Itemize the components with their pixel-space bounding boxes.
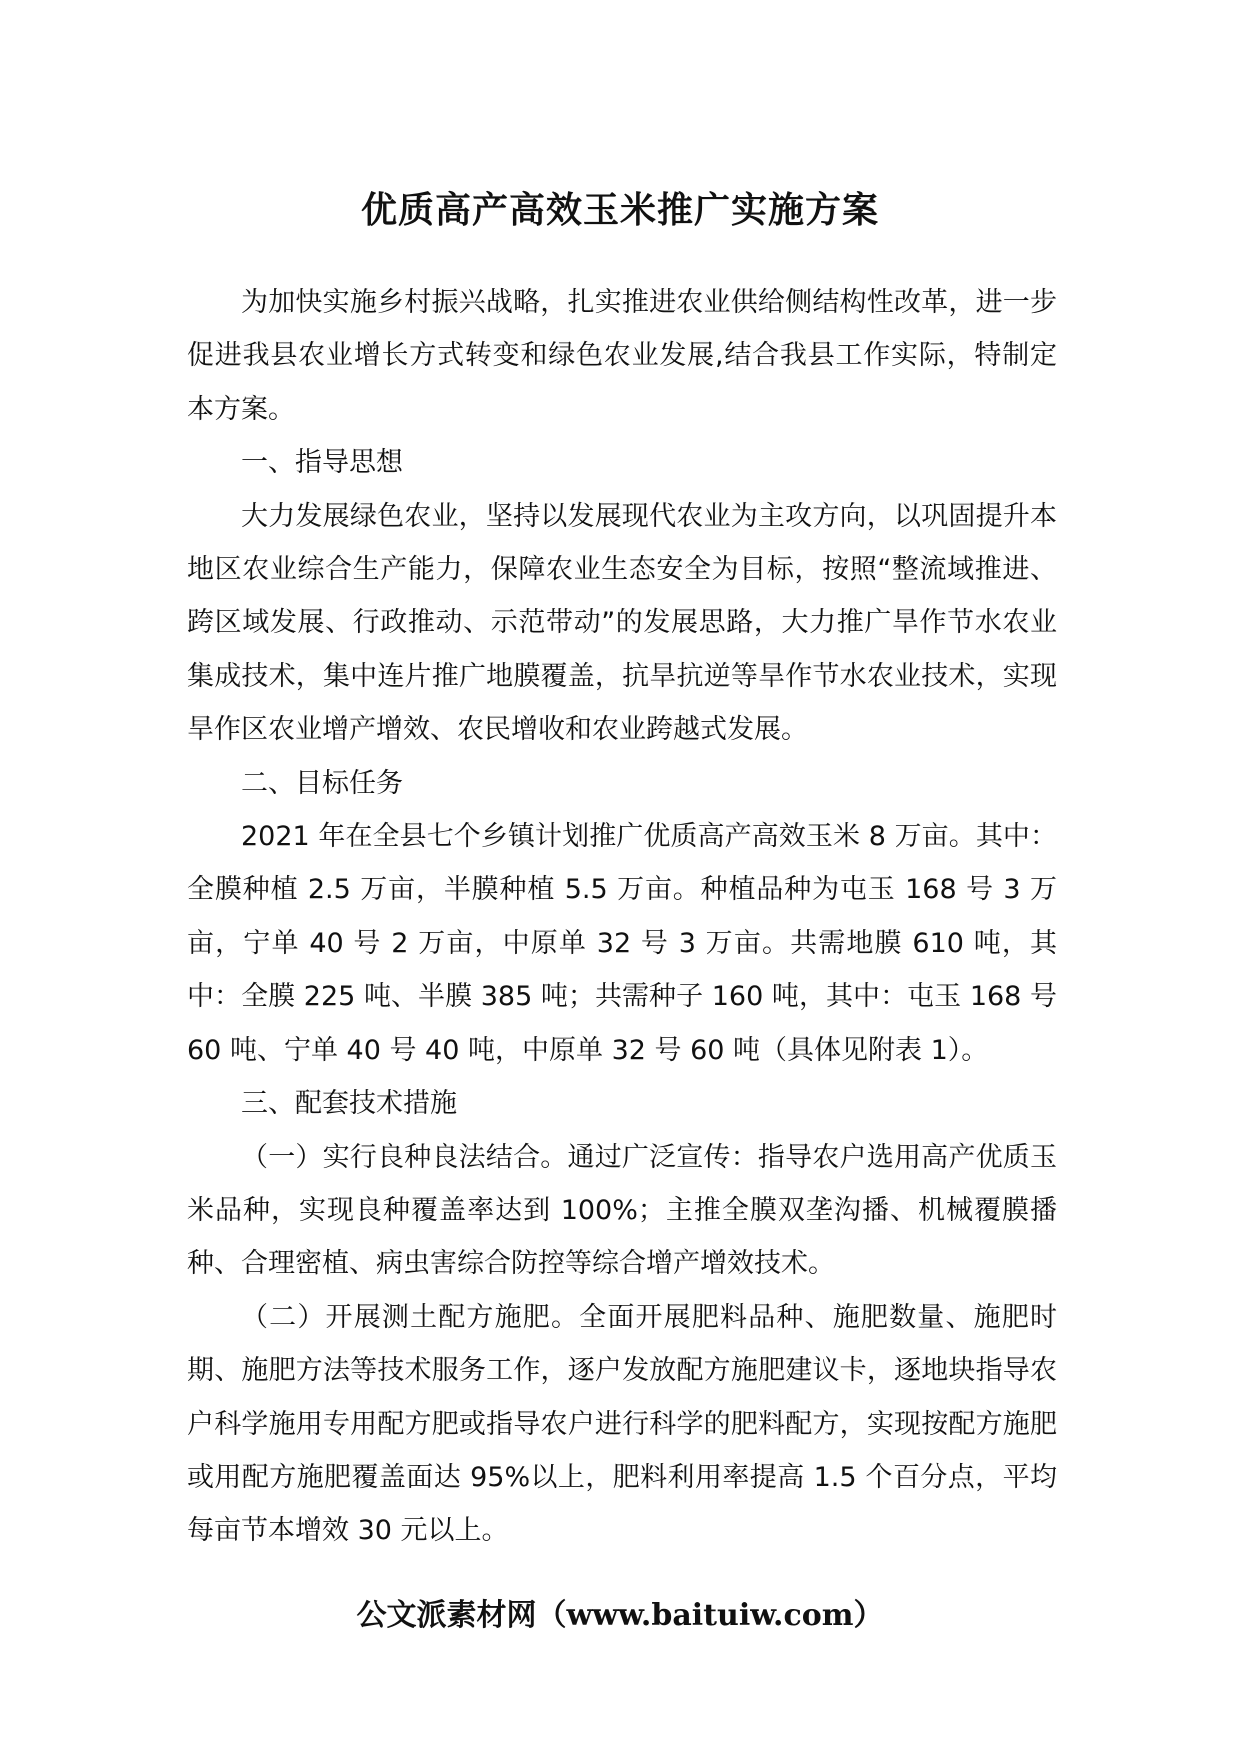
section-heading-targets: 二、目标任务 xyxy=(241,767,403,799)
document-title: 优质高产高效玉米推广实施方案 xyxy=(360,189,879,231)
document-body xyxy=(187,276,1057,1558)
intro-paragraph: 为加快实施乡村振兴战略，扎实推进农业供给侧结构性改革，进一步促进我县农业增长方式转变和绿色农业发展,结合我县工作实际，特制定本方案。 xyxy=(187,287,1057,425)
measure-seed-paragraph: （一）实行良种良法结合。通过广泛宣传：指导农户选用高产优质玉米品种，实现良种覆盖率达到 100%；主推全膜双垄沟播、机械覆膜播种、合理密植、病虫害综合防控等综合增产增效技术。 xyxy=(187,1141,1057,1280)
footer-watermark: 公文派素材网（www.baituiw.com） xyxy=(356,1598,884,1633)
section-heading-measures: 三、配套技术措施 xyxy=(241,1088,457,1120)
measure-fertilizer-paragraph: （二）开展测土配方施肥。全面开展肥料品种、施肥数量、施肥时期、施肥方法等技术服务工作，逐户发放配方施肥建议卡，逐地块指导农户科学施用专用配方肥或指导农户进行科学的肥料配方，实现按配方施肥或用配方施肥覆盖面达 95%以上，肥料利用率提高 1.5 个百分点，平均每亩节本增效 30 元以上。 xyxy=(187,1301,1057,1547)
section-heading-guiding-ideology: 一、指导思想 xyxy=(241,447,403,479)
guiding-ideology-paragraph: 大力发展绿色农业，坚持以发展现代农业为主攻方向，以巩固提升本地区农业综合生产能力，保障农业生态安全为目标，按照“整流域推进、跨区域发展、行政推动、示范带动”的发展思路，大力推广旱作节水农业集成技术，集中连片推广地膜覆盖，抗旱抗逆等旱作节水农业技术，实现旱作区农业增产增效、农民增收和农业跨越式发展。 xyxy=(187,500,1057,746)
targets-paragraph: 2021 年在全县七个乡镇计划推广优质高产高效玉米 8 万亩。其中：全膜种植 2.5 万亩，半膜种植 5.5 万亩。种植品种为屯玉 168 号 3 万亩，宁单 40 号 2 万亩，中原单 32 号 3 万亩。共需地膜 610 吨，其中：全膜 225 吨、半膜 385 吨；共需种子 160 吨，其中：屯玉 168 号 60 吨、宁单 40 号 40 吨，中原单 32 号 60 吨（具体见附表 1）。 xyxy=(187,821,1057,1066)
